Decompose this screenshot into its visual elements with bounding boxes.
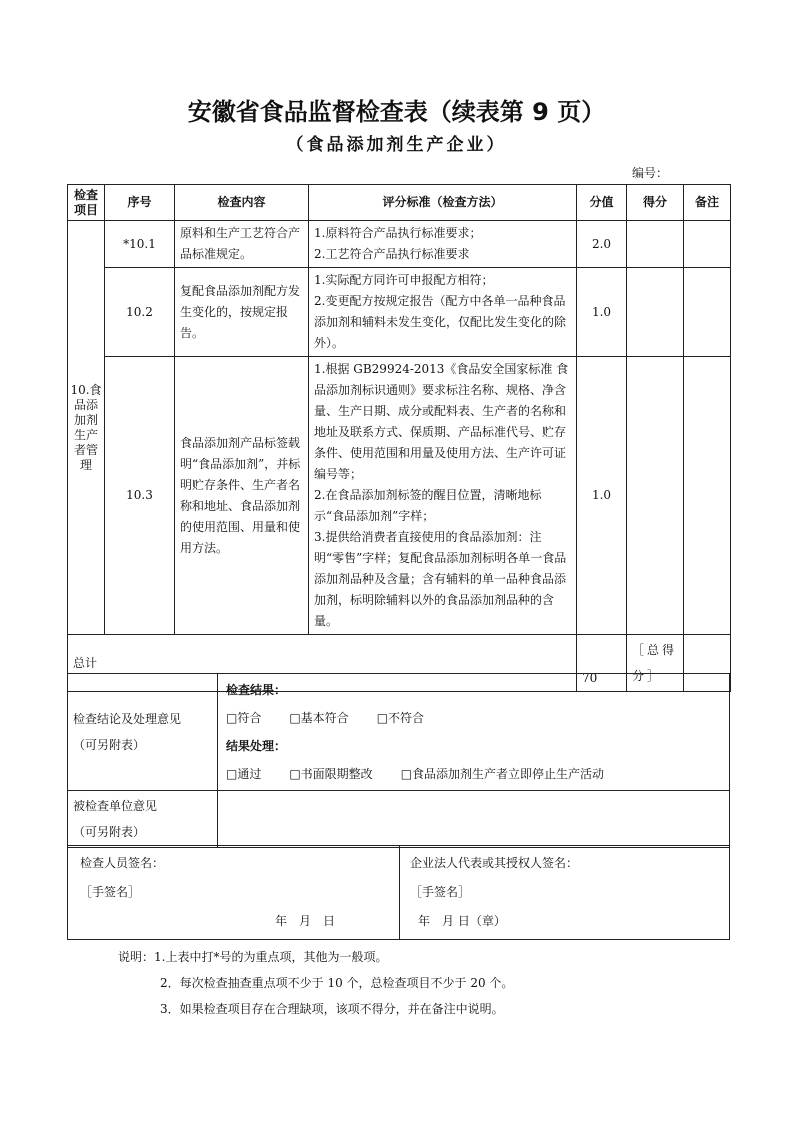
criteria-line: 1.根据 GB29924-2013《食品安全国家标准 食品添加剂标识通则》要求标注名称、规格、净含量、生产日期、成分或配料表、生产者的名称和地址及联系方式、保质期、产品标准代号、贮存条件、使用范围和用量及使用方法、生产许可证编号等； [314,362,569,481]
row-remark[interactable] [684,357,731,635]
conclusion-row [68,674,730,791]
table-row [68,357,731,635]
notes [118,944,513,1022]
conclusion-table [67,673,730,848]
page-subtitle: （食品添加剂生产企业） [286,135,507,155]
legal-sign: ［手签名］ [410,885,471,899]
legal-signature[interactable] [400,846,730,940]
criteria-line: 2.变更配方按规定报告（配方中各单一品种食品添加剂和辅料未发生变化，仅配比发生变化的除外）。 [314,294,567,350]
row-no: 10.3 [105,357,175,635]
handling-title: 结果处理： [226,739,287,753]
header-no: 序号 [105,185,175,221]
note-2: 2．每次检查抽查重点项不少于 10 个，总检查项目不少于 20 个。 [160,976,514,990]
table-header [68,185,731,221]
inspector-date: 年 月 日 [275,914,336,928]
row-obtained[interactable] [627,268,684,357]
row-no: 10.2 [105,268,175,357]
header-remark: 备注 [684,185,731,221]
row-content: 复配食品添加剂配方发生变化的，按规定报告。 [175,268,309,357]
header-obtained: 得分 [627,185,684,221]
conclusion-label: 检查结论及处理意见 [73,712,182,726]
criteria-line: 3.提供给消费者直接使用的食品添加剂：注明“零售”字样；复配食品添加剂标明各单一食品添加剂品种及含量；含有辅料的单一品种食品添加剂，标明除辅料以外的食品添加剂品种的含量。 [314,530,567,628]
checkbox-basic-pass[interactable]: □基本符合 [289,711,349,725]
criteria-line: 1.原料符合产品执行标准要求； [314,226,482,240]
table-row [68,268,731,357]
legal-label: 企业法人代表或其授权人签名： [410,856,579,870]
conclusion-sub: （可另附表） [73,738,146,752]
opinion-label-cell [68,791,218,848]
header-criteria: 评分标准（检查方法） [309,185,577,221]
row-content: 食品添加剂产品标签载明“食品添加剂”，并标明贮存条件、生产者名称和地址、食品添加剂的使用范围、用量和使用方法。 [175,357,309,635]
conclusion-label-cell [68,674,218,791]
note-3: 3．如果检查项目存在合理缺项，该项不得分，并在备注中说明。 [160,1002,504,1016]
row-score: 1.0 [577,268,627,357]
row-criteria [309,221,577,268]
criteria-line: 2.在食品添加剂标签的醒目位置，清晰地标示“食品添加剂”字样； [314,488,542,523]
row-obtained[interactable] [627,357,684,635]
inspector-sign: ［手签名］ [80,885,141,899]
header-category: 检查项目 [68,185,105,221]
signature-row [68,846,730,940]
inspection-table [67,184,731,692]
row-remark[interactable] [684,221,731,268]
inspector-signature[interactable] [68,846,400,940]
legal-date: 年 月 日（章） [418,914,506,928]
checkbox-fail[interactable]: □不符合 [376,711,425,725]
page-title: 安徽省食品监督检查表（续表第 9 页） [187,98,606,126]
checkbox-approve[interactable]: □通过 [226,767,262,781]
row-score: 2.0 [577,221,627,268]
total-obtained[interactable]: ［总得分］ [627,635,684,692]
table-row [68,221,731,268]
row-criteria [309,357,577,635]
row-obtained[interactable] [627,221,684,268]
conclusion-content [218,674,730,791]
row-remark[interactable] [684,268,731,357]
checkbox-rectify[interactable]: □书面限期整改 [289,767,373,781]
row-criteria [309,268,577,357]
checkbox-stop-production[interactable]: □食品添加剂生产者立即停止生产活动 [400,767,605,781]
opinion-row [68,791,730,848]
opinion-sub: （可另附表） [73,825,146,839]
code-label: 编号： [632,166,669,180]
total-score: 70 [577,635,627,692]
opinion-label: 被检查单位意见 [73,799,158,813]
criteria-line: 1.实际配方同许可申报配方相符； [314,273,494,287]
row-no: *10.1 [105,221,175,268]
row-content: 原料和生产工艺符合产品标准规定。 [175,221,309,268]
note-1: 说明：1.上表中打*号的为重点项，其他为一般项。 [118,950,388,964]
row-score: 1.0 [577,357,627,635]
inspector-label: 检查人员签名： [80,856,165,870]
category-cell: 10.食品添加剂生产者管理 [68,221,105,635]
total-label: 总计 [68,635,577,692]
header-score: 分值 [577,185,627,221]
header-content: 检查内容 [175,185,309,221]
opinion-content[interactable] [218,791,730,848]
checkbox-pass[interactable]: □符合 [226,711,262,725]
criteria-line: 2.工艺符合产品执行标准要求 [314,247,470,261]
handling-options [226,760,724,788]
result-title: 检查结果： [226,683,287,697]
result-options [226,704,724,732]
signature-table [67,845,730,940]
